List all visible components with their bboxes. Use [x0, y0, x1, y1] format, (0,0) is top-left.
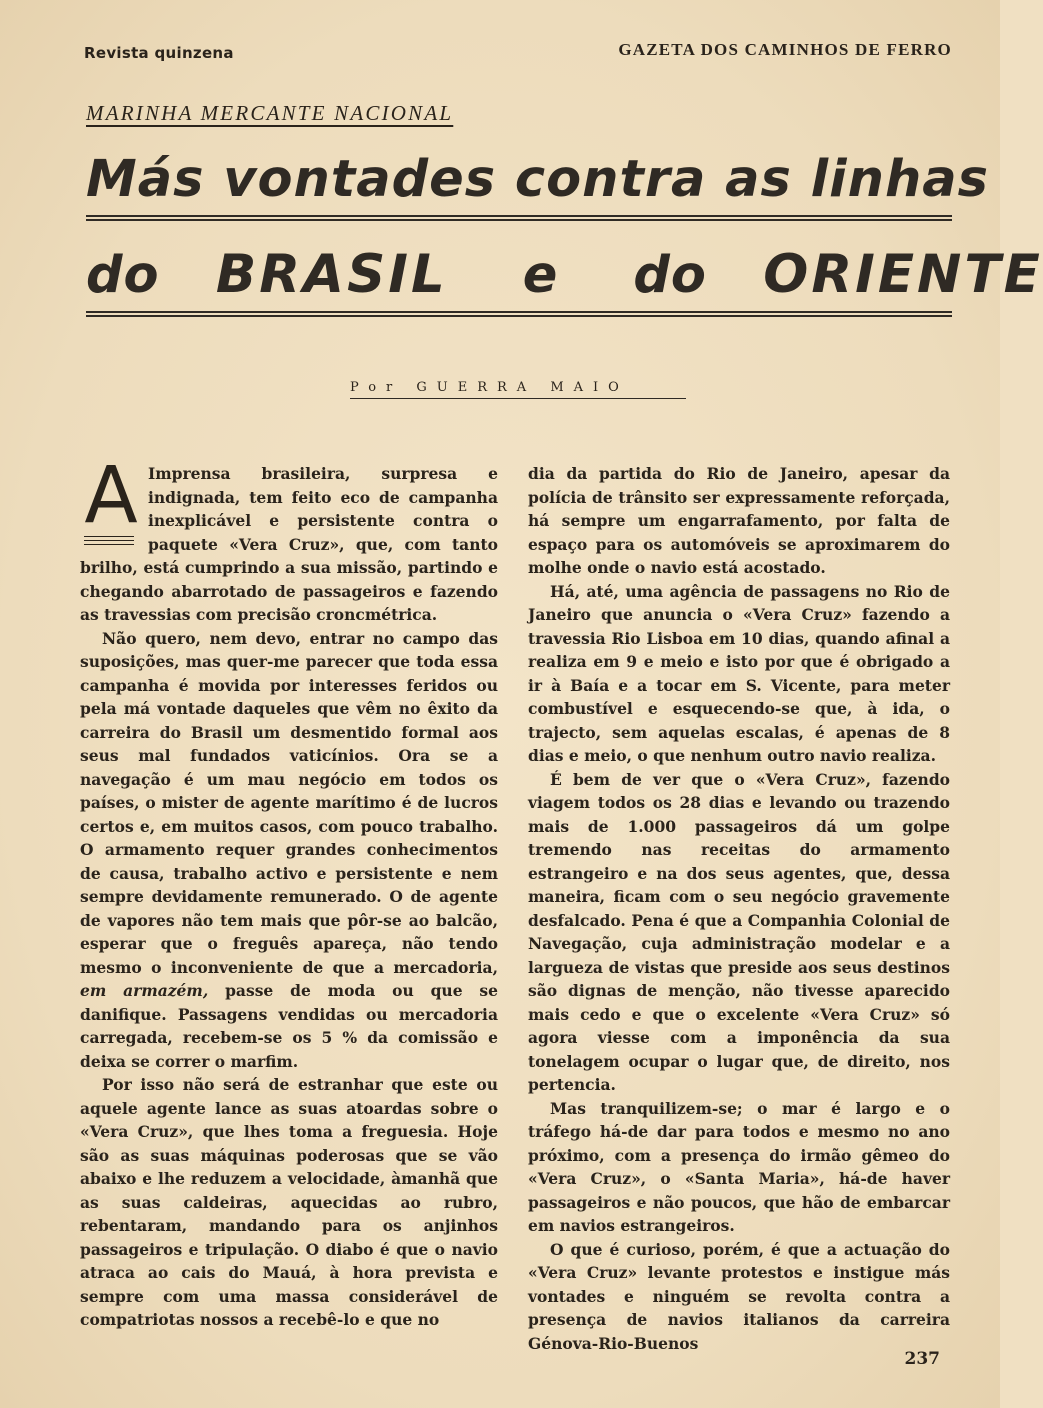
drop-cap-rule — [84, 540, 134, 541]
title-word: e — [522, 246, 559, 305]
article-title-line-1: Más vontades contra as linhas — [86, 150, 990, 209]
title-word-brasil: BRASIL — [215, 244, 448, 305]
header-right: GAZETA DOS CAMINHOS DE FERRO — [618, 40, 952, 59]
section-title: MARINHA MERCANTE NACIONAL — [86, 101, 454, 125]
paragraph: O que é curioso, porém, é que a actuação do «Vera Cruz» levante protestos e instigue más vontades e ninguém se revolta contra a presença de navios italianos da carreira Génova-Rio-Buenos — [528, 1239, 950, 1353]
article-title-line-2 — [86, 244, 1043, 305]
paragraph: Por isso não será de estranhar que este ou aquele agente lance as suas atoardas sobre o «Vera Cruz», que lhes toma a freguesia. Hoje são as suas máquinas poderosas que se vão abaixo e lhe reduzem a velocidade, àmanhã que as suas caldeiras, aquecidas ao rubro, rebentaram, mandando para os anjinhos passageiros e tripulação. O diabo é que o navio atraca ao cais do Mauá, à hora prevista e sempre com uma massa considerável de compatriotas nossos a recebê-lo e que no — [80, 1075, 498, 1329]
title-rule-top — [86, 215, 952, 221]
header-left: Revista quinzena — [84, 44, 234, 62]
drop-cap-rule — [84, 544, 134, 545]
paragraph: Mas tranquilizem-se; o mar é largo e o tráfego há-de dar para todos e mesmo no ano próximo, com a presença do irmão gêmeo do «Vera Cruz», o «Santa Maria», há-de haver passageiros e não poucos, que hão de embarcar em navios estrangeiros. — [528, 1098, 950, 1235]
column-right — [528, 462, 950, 1355]
title-word-oriente: ORIENTE — [763, 244, 1043, 305]
paragraph: A Imprensa brasileira, surpresa e indignada, tem feito eco de campanha inexplicável e persistente contra o paquete «Vera Cruz», que, com tanto brilho, está cumprindo a sua missão, partindo e chegando abarrotado de passageiros e fazendo as travessias com precisão croncmétrica. — [80, 451, 498, 624]
title-word: do — [86, 246, 160, 305]
title-rule-bottom — [86, 311, 952, 317]
paragraph: É bem de ver que o «Vera Cruz», fazendo viagem todos os 28 dias e levando ou trazendo mais de 1.000 passageiros dá um golpe tremendo nas receitas do armamento estrangeiro e na dos seus agentes, que, dessa maneira, ficam com o seu negócio gravemente desfalcado. Pena é que a Companhia Colonial de Navegação, cuja administração modelar e a largueza de vistas que preside aos seus destinos são dignas de menção, não tivesse aparecido mais cedo e que o excelente «Vera Cruz» só agora viesse com a imponência da sua tonelagem ocupar o lugar que, de direito, nos pertencia. — [528, 769, 950, 1094]
title-word: do — [633, 246, 707, 305]
byline: Por GUERRA MAIO — [350, 380, 686, 399]
column-left — [80, 451, 498, 1332]
drop-cap: A — [80, 462, 142, 548]
paragraph: Não quero, nem devo, entrar no campo das suposições, mas quer-me parecer que toda essa campanha é movida por interesses feridos ou pela má vontade daqueles que vêm no êxito da carreira do Brasil um desmentido formal aos seus mal fundados vaticínios. Ora se a navegação é um mau negócio em todos os países, o mister de agente marítimo é de lucros certos e, em muitos casos, com pouco trabalho. O armamento requer grandes conhecimentos de causa, trabalho activo e persistente e nem sempre devidamente remunerado. O de agente de vapores não tem mais que pôr-se ao balcão, esperar que o freguês apareça, não tendo mesmo o inconveniente de que a mercadoria, em armazém, passe de moda ou que se danifique. Passagens vendidas ou mercadoria carregada, recebem-se os 5 % da comissão e deixa se correr o marfim. — [80, 628, 498, 1071]
drop-cap-rule — [84, 536, 134, 537]
page-number: 237 — [904, 1349, 940, 1369]
paragraph: dia da partida do Rio de Janeiro, apesar da polícia de trânsito ser expressamente reforçada, há sempre um engarrafamento, por falta de espaço para os automóveis se aproximarem do molhe onde o navio está acostado. — [528, 464, 950, 577]
paragraph: Há, até, uma agência de passagens no Rio de Janeiro que anuncia o «Vera Cruz» fazendo a travessia Rio Lisboa em 10 dias, quando afinal a realiza em 9 e meio e isto por que é obrigado a ir à Baía e a tocar em S. Vicente, para meter combustível e esquecendo-se que, à ida, o trajecto, sem aquelas escalas, é apenas de 8 dias e meio, o que nenhum outro navio realiza. — [528, 581, 950, 765]
